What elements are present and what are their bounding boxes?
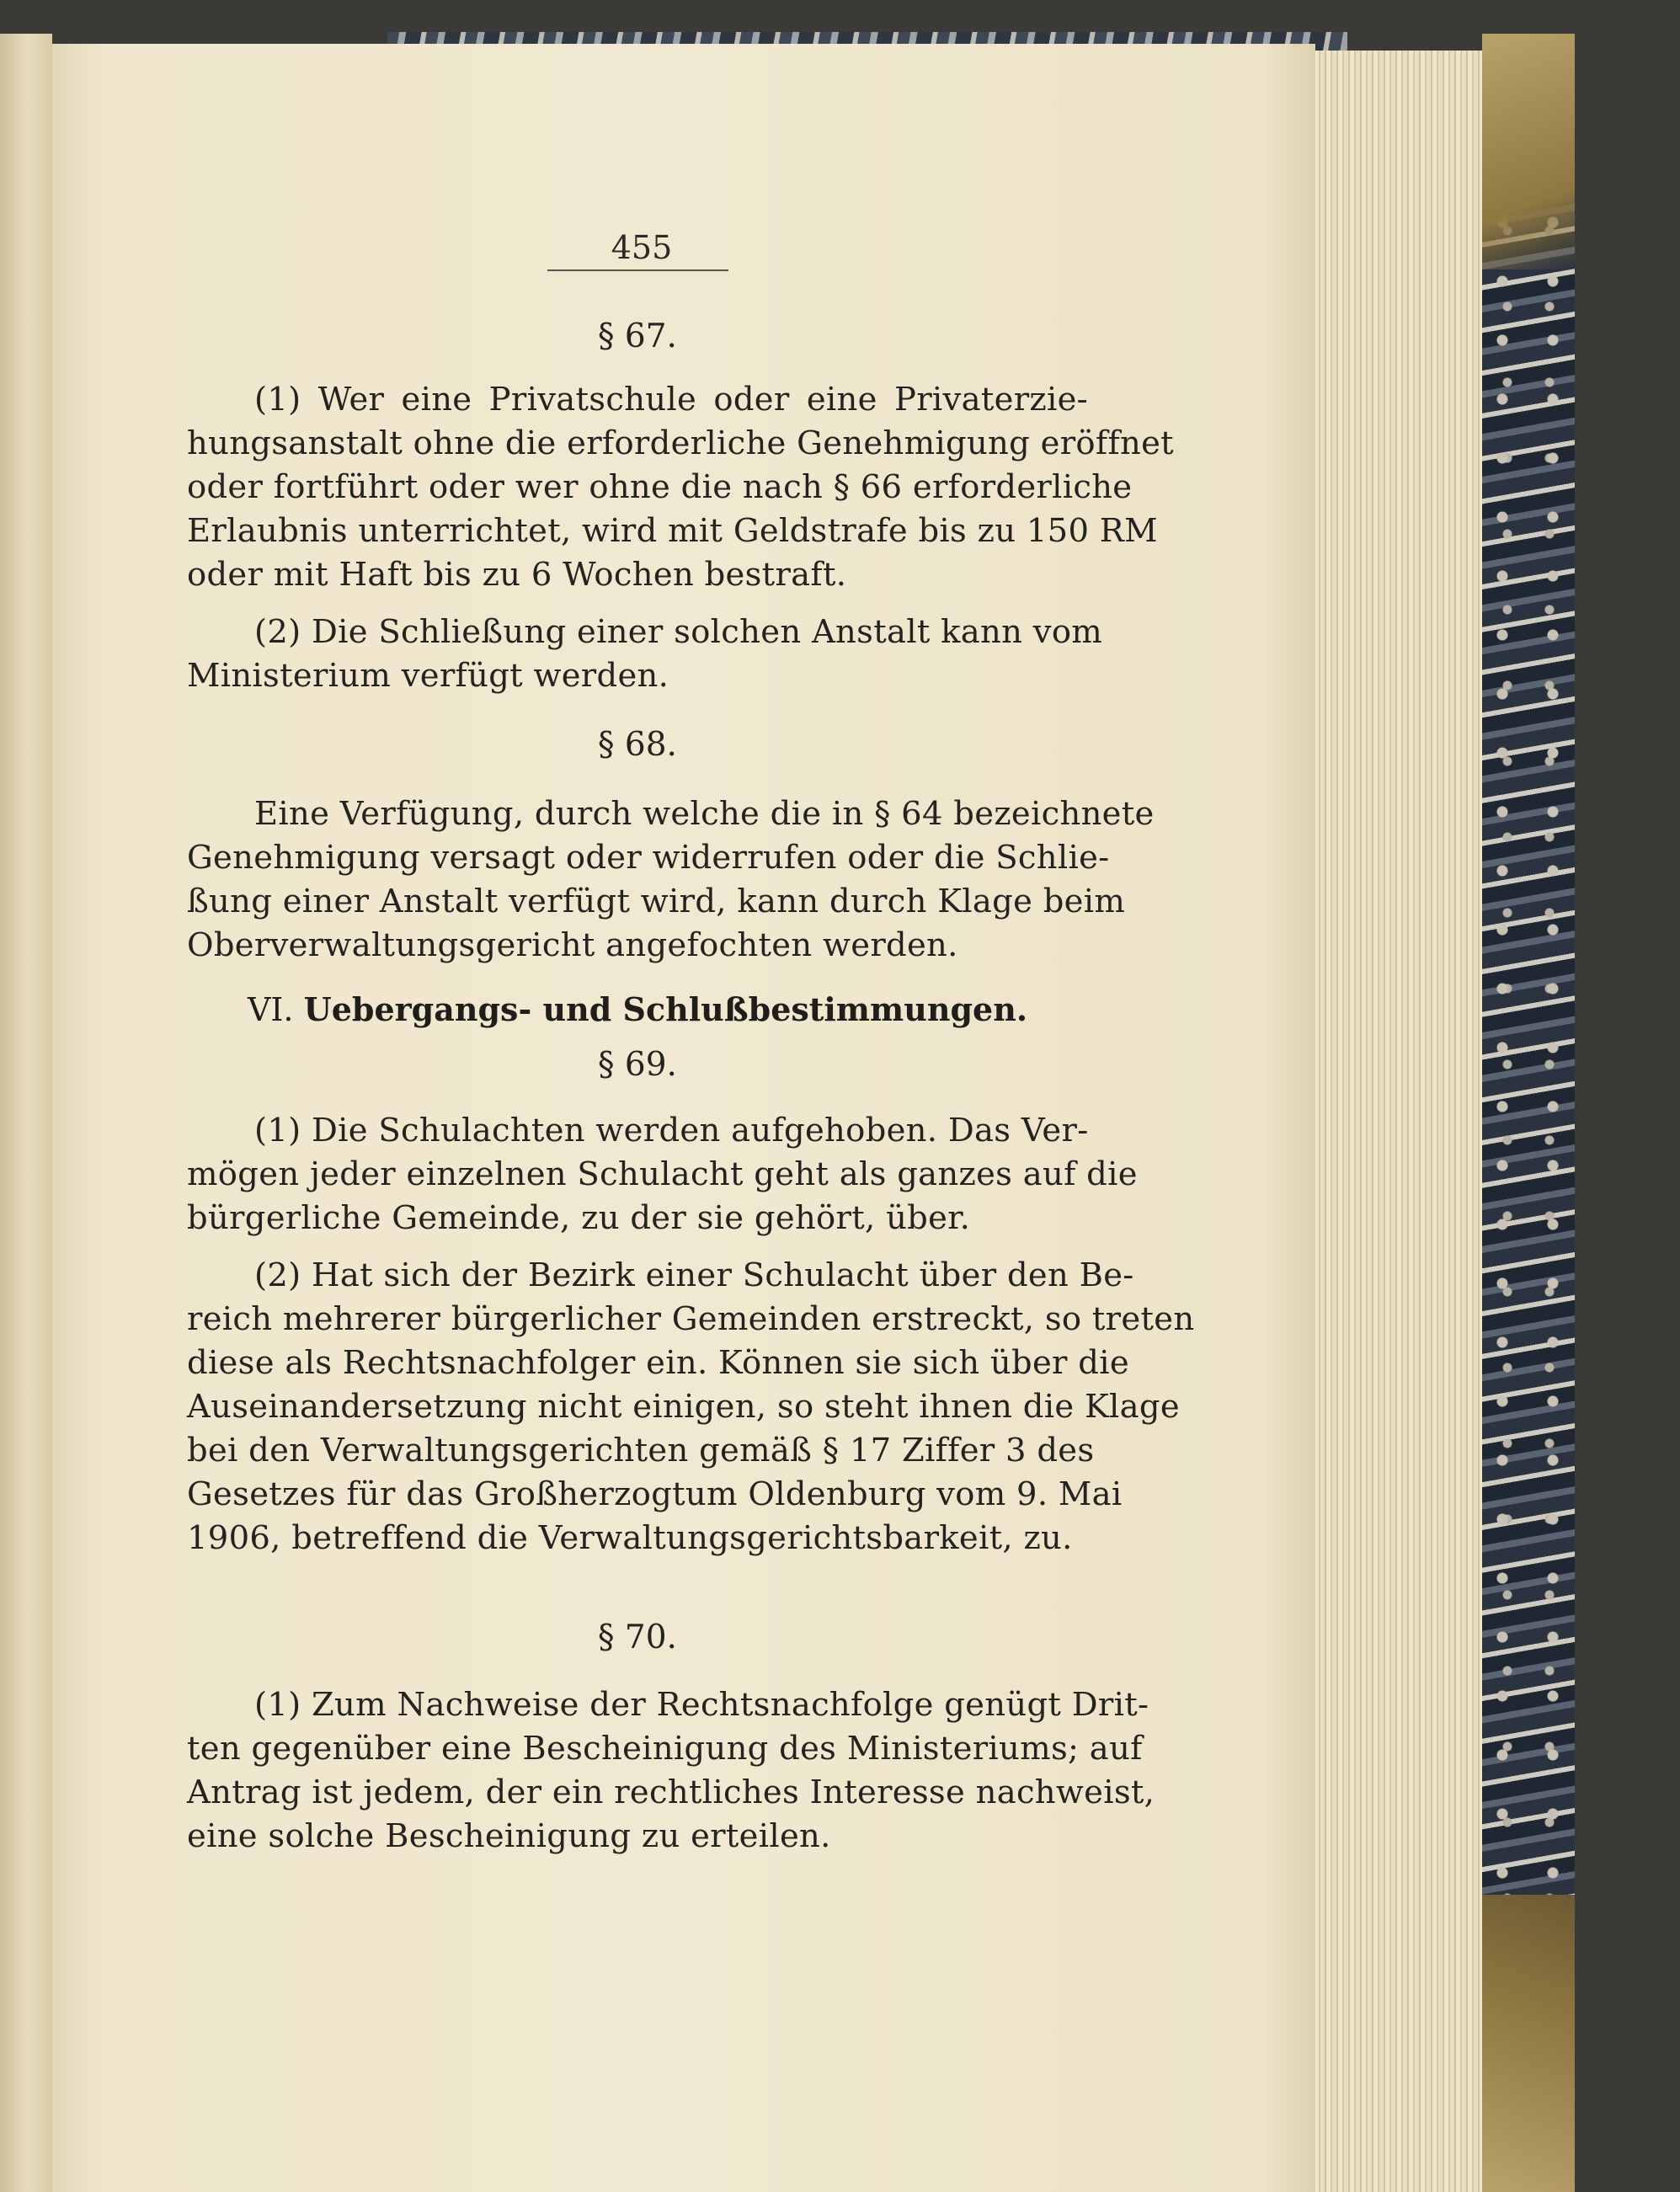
- text-line: Gesetzes für das Großherzogtum Oldenburg vom 9. Mai: [187, 1475, 1123, 1513]
- section-heading-68: § 68.: [598, 726, 677, 764]
- text-line: (1) Zum Nachweise der Rechtsnachfolge genügt Drit-: [254, 1686, 1149, 1724]
- chapter-number: VI.: [247, 991, 294, 1028]
- text-line: (1) Wer eine Privatschule oder eine Privaterzie-: [254, 381, 1088, 419]
- section-heading-70: § 70.: [598, 1619, 677, 1656]
- text-line: mögen jeder einzelnen Schulacht geht als ganzes auf die: [187, 1155, 1138, 1193]
- cover-corner-top: [1482, 34, 1575, 269]
- text-line: oder fortführt oder wer ohne die nach § 66 erforderliche: [187, 468, 1133, 506]
- text-line: diese als Rechtsnachfolger ein. Können sie sich über die: [187, 1344, 1129, 1382]
- section-heading-67: § 67.: [598, 317, 677, 355]
- text-line: Ministerium verfügt werden.: [187, 657, 669, 695]
- text-line: Genehmigung versagt oder widerrufen oder die Schlie-: [187, 839, 1110, 877]
- page-number: 455: [611, 229, 673, 266]
- text-line: reich mehrerer bürgerlicher Gemeinden erstreckt, so treten: [187, 1300, 1195, 1338]
- text-line: (2) Hat sich der Bezirk einer Schulacht über den Be-: [254, 1256, 1134, 1294]
- section-heading-69: § 69.: [598, 1046, 677, 1084]
- text-line: (1) Die Schulachten werden aufgehoben. Das Ver-: [254, 1112, 1089, 1149]
- text-line: oder mit Haft bis zu 6 Wochen bestraft.: [187, 556, 847, 594]
- text-line: bürgerliche Gemeinde, zu der sie gehört, über.: [187, 1199, 971, 1237]
- text-line: Erlaubnis unterrichtet, wird mit Geldstrafe bis zu 150 RM: [187, 512, 1158, 550]
- text-line: ßung einer Anstalt verfügt wird, kann durch Klage beim: [187, 883, 1126, 920]
- text-line: Auseinandersetzung nicht einigen, so steht ihnen die Klage: [187, 1388, 1180, 1426]
- text-line: ten gegenüber eine Bescheinigung des Ministeriums; auf: [187, 1730, 1143, 1768]
- text-line: Eine Verfügung, durch welche die in § 64 bezeichnete: [254, 795, 1155, 833]
- chapter-heading: [187, 990, 1088, 1028]
- previous-page-edge: [0, 34, 52, 2192]
- text-line: Antrag ist jedem, der ein rechtliches Interesse nachweist,: [187, 1773, 1155, 1811]
- text-line: bei den Verwaltungsgerichten gemäß § 17 Ziffer 3 des: [187, 1432, 1095, 1469]
- page-block-edges: [1297, 51, 1491, 2192]
- marbled-cover: [1482, 34, 1575, 2192]
- text-line: (2) Die Schließung einer solchen Anstalt kann vom: [254, 613, 1103, 651]
- cover-corner-bottom: [1482, 1895, 1575, 2192]
- text-line: 1906, betreffend die Verwaltungsgerichtsbarkeit, zu.: [187, 1519, 1073, 1557]
- text-line: hungsanstalt ohne die erforderliche Genehmigung eröffnet: [187, 424, 1174, 462]
- chapter-title: Uebergangs- und Schlußbestimmungen.: [303, 990, 1028, 1028]
- text-line: Oberverwaltungsgericht angefochten werden.: [187, 926, 958, 964]
- book-page: [52, 44, 1315, 2192]
- text-line: eine solche Bescheinigung zu erteilen.: [187, 1817, 831, 1855]
- page-number-rule: [547, 269, 728, 271]
